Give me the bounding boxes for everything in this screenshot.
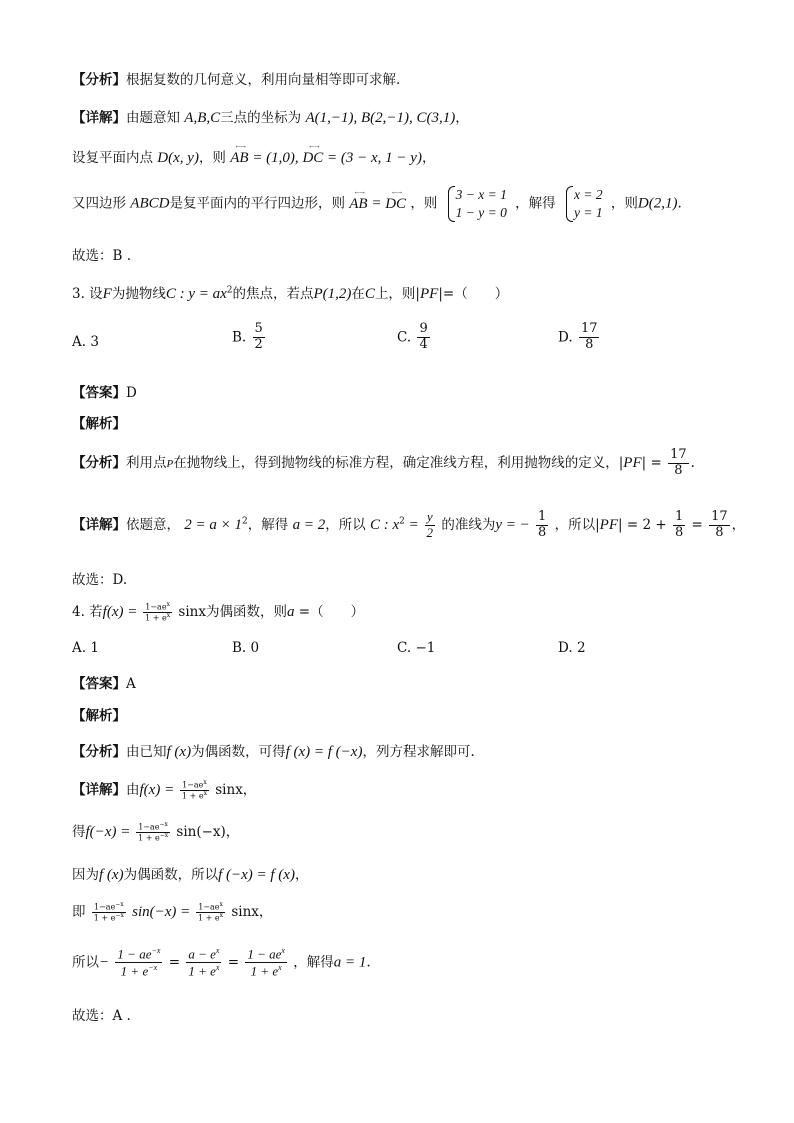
detail-line-1: 【详解】由题意知 A,B,C三点的坐标为 A(1,−1), B(2,−1), C(3,1)，: [72, 110, 469, 126]
question-4-line-4: 即 $\frac{1-ae^{-x}}{1 + e^{-x}}$ sin(−x) = $\frac{1-ae^x}{1 + e^x}$ sinx，: [72, 901, 273, 923]
option-c[interactable]: C. −1: [397, 640, 436, 656]
question-3-stem: 3. 设F为抛物线C : $y = ax^2$的焦点，若点P(1,2)在C上，则|PF|=（ ）: [72, 285, 509, 302]
choose-d: 故选：D.: [72, 572, 128, 588]
option-a[interactable]: A. 1: [72, 640, 99, 656]
parallelogram-line: 又四边形 ABCD是复平面内的平行四边形，则 ←→ AB = ←→ DC ，则 3 − x = 1 1 − y = 0 ，解得 x = 2 y = 1 ，则D(2,1).: [72, 186, 682, 222]
equation-system-2: x = 2 y = 1: [564, 186, 603, 222]
equation-system-1: 3 − x = 1 1 − y = 0: [446, 186, 507, 222]
option-d[interactable]: D. 2: [558, 640, 586, 656]
question-3-jiexi: 【解析】: [72, 416, 126, 432]
question-3-detail: 【详解】依题意， $2 = a \times 1^2$，解得 a = 2，所以 C : $x^2$ = $\frac{y}{2}$ 的准线为y = − $\frac{1}{8}$ ，所以|PF| = 2 + $\frac{1}{8}$ = $\frac{17}{8}$ ，: [72, 509, 746, 540]
question-3-answer: 【答案】D: [72, 385, 137, 401]
question-4-answer: 【答案】A: [72, 676, 136, 692]
option-b[interactable]: B. $\frac{5}{2}$: [232, 321, 263, 352]
question-4-analysis: 【分析】由已知f (x)为偶函数，可得f (x) = f (−x)，列方程求解即可.: [72, 744, 475, 760]
question-4-stem: 4. 若f(x) = $\frac{1-ae^x}{1 + e^x}$ sinx为偶函数，则a =（ ）: [72, 601, 365, 623]
question-4-line-5: 所以− $\frac{1 - ae^{-x}}{1 + e^{-x}}$ = $\frac{a - e^x}{1 + e^x}$ = $\frac{1 - ae^x}{1 + e^x}$ ，解得a = 1.: [72, 946, 371, 979]
question-4-line-3: 因为f (x)为偶函数，所以f (−x) = f (x)，: [72, 867, 309, 883]
option-d[interactable]: D. $\frac{17}{8}$: [558, 321, 598, 352]
set-point-d-line: 设复平面内点 D(x, y)，则 ←→ AB = (1,0), ←→ DC = (3 − x, 1 − y)，: [72, 146, 435, 167]
question-4-jiexi: 【解析】: [72, 708, 126, 724]
choose-b: 故选：B .: [72, 248, 132, 264]
option-a[interactable]: A. 3: [72, 334, 99, 350]
choose-a: 故选：A .: [72, 1008, 131, 1024]
question-3-analysis: 【分析】利用点P在抛物线上，得到抛物线的标准方程，确定准线方程，利用抛物线的定义，|PF| = $\frac{17}{8}$ .: [72, 447, 695, 478]
question-4-line-2: 得f(−x) = $\frac{1-ae^{-x}}{1 + e^{-x}}$ sin(−x)，: [72, 821, 240, 843]
option-c[interactable]: C. $\frac{9}{4}$: [397, 321, 428, 352]
analysis-line-1: 【分析】根据复数的几何意义，利用向量相等即可求解.: [72, 72, 401, 88]
question-3-options: [72, 322, 672, 366]
question-4-options: [72, 640, 672, 660]
question-4-detail: 【详解】由f(x) = $\frac{1-ae^x}{1 + e^x}$ sinx，: [72, 779, 257, 801]
option-b[interactable]: B. 0: [232, 640, 260, 656]
